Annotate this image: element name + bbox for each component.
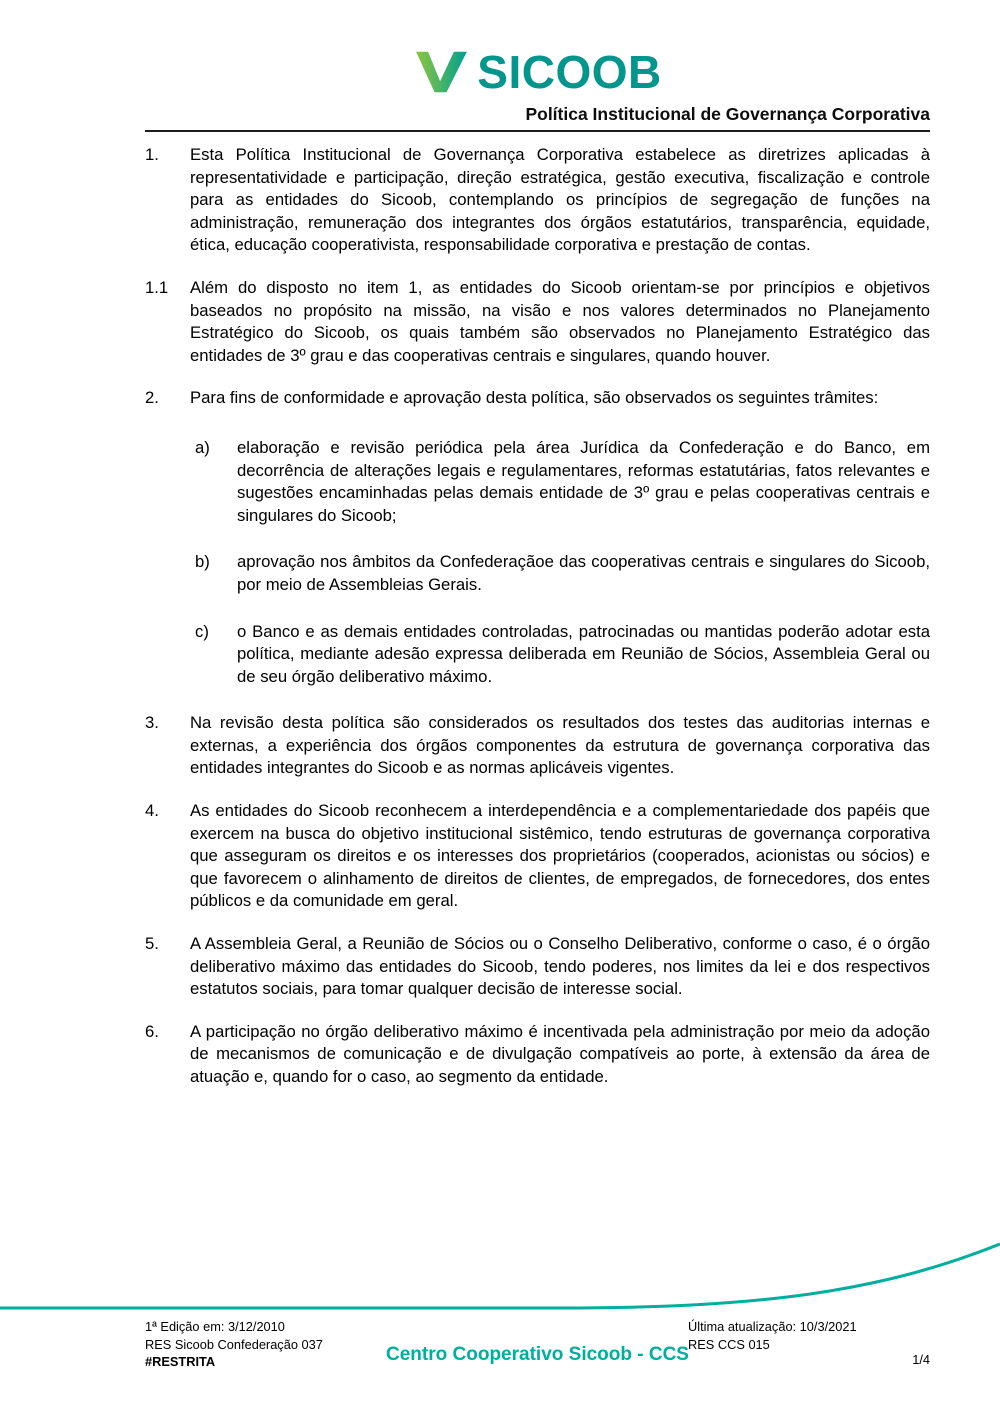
policy-item-1	[145, 144, 930, 257]
policy-item-2	[145, 387, 930, 410]
item-text: Na revisão desta política são considerados os resultados dos testes das auditorias internas e externas, a experiência dos órgãos componentes da estrutura de governança corporativa das entidades integrantes do Sicoob e as normas aplicáveis vigentes.	[190, 713, 930, 778]
item-text: Para fins de conformidade e aprovação desta política, são observados os seguintes trâmites:	[190, 388, 879, 408]
policy-item-1-1	[145, 277, 930, 367]
item-text: o Banco e as demais entidades controladas, patrocinadas ou mantidas poderão adotar esta política, mediante adesão expressa deliberada em Reunião de Sócios, Assembleia Geral ou de seu órgão deliberativo máximo.	[237, 621, 930, 686]
item-number: 4.	[145, 801, 159, 821]
item-text: aprovação nos âmbitos da Confederaçãoe das cooperativas centrais e singulares do Sicoob, por meio de Assembleias Gerais.	[237, 552, 930, 594]
item-number: 1.1	[145, 277, 169, 297]
item-text: A Assembleia Geral, a Reunião de Sócios ou o Conselho Deliberativo, conforme o caso, é o órgão deliberativo máximo das entidades do Sicoob, tendo poderes, nos limites da lei e dos respectivos estatutos sociais, para tomar qualquer decisão de interesse social.	[190, 934, 930, 999]
item-number: a)	[195, 437, 210, 457]
document-title: Política Institucional de Governança Corporativa	[525, 104, 930, 124]
sicoob-logo	[145, 46, 930, 98]
item-number: b)	[195, 552, 210, 572]
policy-subitem-b	[195, 551, 930, 596]
item-number: 1.	[145, 145, 159, 164]
item-text: Esta Política Institucional de Governança Corporativa estabelece as diretrizes aplicadas à representatividade e participação, direção estratégica, gestão executiva, fiscalização e controle para as entidades do Sicoob, contemplando os princípios de segregação de funções na administração, remuneração dos integrantes dos órgãos estatutários, transparência, equidade, ética, educação cooperativista, responsabilidade corporativa e prestação de contas.	[190, 145, 930, 255]
policy-subitem-c	[195, 621, 930, 689]
item-text: As entidades do Sicoob reconhecem a interdependência e a complementariedade dos papéis que exercem na busca do objetivo institucional sistêmico, tendo estruturas de governança corporativa que asseguram os direitos e os interesses dos proprietários (cooperados, acionistas ou sócios) e que favorecem o alinhamento de direitos de clientes, de empregados, de fornecedores, dos entes públicos e da comunidade em geral.	[190, 801, 930, 911]
page-number: 1/4	[912, 1352, 930, 1367]
document-body	[145, 144, 930, 1089]
title-block	[145, 104, 930, 132]
policy-subitem-a	[195, 437, 930, 527]
footer-center-title: Centro Cooperativo Sicoob - CCS	[386, 1344, 689, 1365]
last-update-text: Última atualização: 10/3/2021	[688, 1319, 857, 1334]
sicoob-wordmark: SICOOB	[477, 46, 662, 98]
policy-item-3	[145, 712, 930, 780]
classification-text: #RESTRITA	[145, 1354, 216, 1369]
item-text: A participação no órgão deliberativo máximo é incentivada pela administração por meio da adoção de mecanismos de comunicação e de divulgação compatíveis ao porte, à extensão da área de atuação e, quando for o caso, ao segmento da entidade.	[190, 1021, 930, 1086]
resolution-right-text: RES CCS 015	[688, 1336, 770, 1352]
item-number: 2.	[145, 388, 159, 408]
item-text: elaboração e revisão periódica pela área Jurídica da Confederação e do Banco, em decorrência de alterações legais e regulamentares, reformas estatutárias, fatos relevantes e sugestões encaminhadas pelas demais entidade de 3º grau e pelas cooperativas centrais e singulares do Sicoob;	[237, 437, 930, 525]
item-number: 3.	[145, 713, 159, 733]
policy-item-6	[145, 1021, 930, 1089]
footer-swoosh-decoration	[0, 1238, 1000, 1328]
item-number: 6.	[145, 1021, 159, 1041]
resolution-left-text: RES Sicoob Confederação 037	[145, 1336, 323, 1352]
policy-item-4	[145, 800, 930, 913]
item-number: 5.	[145, 934, 159, 954]
item-number: c)	[195, 621, 209, 641]
edition-text: 1ª Edição em: 3/12/2010	[145, 1319, 285, 1334]
sicoob-v-icon	[413, 48, 469, 96]
item-text: Além do disposto no item 1, as entidades do Sicoob orientam-se por princípios e objetivos baseados no propósito na missão, na visão e nos valores determinados no Planejamento Estratégico do Sicoob, os quais também são observados no Planejamento Estratégico das entidades de 3º grau e das cooperativas centrais e singulares, quando houver.	[190, 277, 930, 365]
policy-item-5	[145, 933, 930, 1001]
